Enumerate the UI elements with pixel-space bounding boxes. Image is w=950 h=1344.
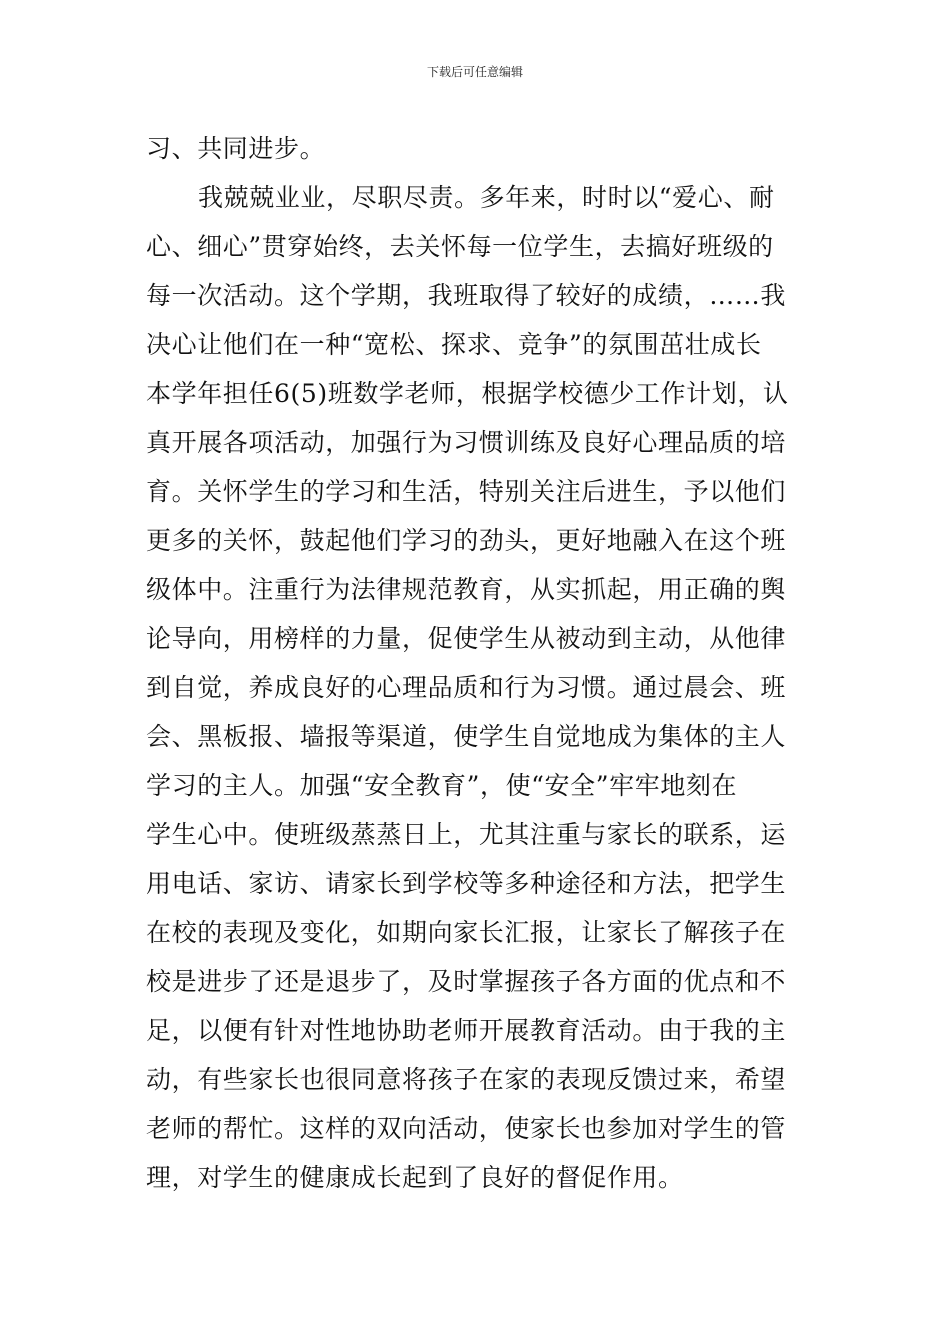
text-line: 学习的主人。加强“安全教育”，使“安全”牢牢地刻在 (146, 771, 738, 800)
text-line: 每一次活动。这个学期，我班取得了较好的成绩，……我 (146, 281, 787, 310)
text-line: 老师的帮忙。这样的双向活动，使家长也参加对学生的管 (146, 1114, 787, 1143)
text-line: 论导向，用榜样的力量，促使学生从被动到主动，从他律 (146, 624, 787, 653)
text-line: 理，对学生的健康成长起到了良好的督促作用。 (146, 1163, 684, 1192)
text-line: 到自觉，养成良好的心理品质和行为习惯。通过晨会、班 (146, 673, 787, 702)
text-line: 习、共同进步。 (146, 134, 326, 163)
text-line: 校是进步了还是退步了，及时掌握孩子各方面的优点和不 (146, 967, 787, 996)
text-line: 在校的表现及变化，如期向家长汇报，让家长了解孩子在 (146, 918, 787, 947)
text-line: 育。关怀学生的学习和生活，特别关注后进生，予以他们 (146, 477, 787, 506)
text-line: 更多的关怀，鼓起他们学习的劲头，更好地融入在这个班 (146, 526, 787, 555)
text-line: 真开展各项活动，加强行为习惯训练及良好心理品质的培 (146, 428, 787, 457)
text-line: 决心让他们在一种“宽松、探求、竞争”的氛围茁壮成长 (146, 330, 762, 359)
text-line: 学生心中。使班级蒸蒸日上，尤其注重与家长的联系，运 (146, 820, 787, 849)
text-line: 心、细心”贯穿始终，去关怀每一位学生，去搞好班级的 (146, 232, 774, 261)
page-header: 下载后可任意编辑 (426, 65, 523, 79)
text-line: 足，以便有针对性地协助老师开展教育活动。由于我的主 (146, 1016, 787, 1045)
text-line: 会、黑板报、墙报等渠道，使学生自觉地成为集体的主人 (146, 722, 787, 751)
text-line: 本学年担任6(5)班数学老师，根据学校德少工作计划，认 (146, 379, 789, 408)
document-body (146, 124, 806, 1202)
text-line: 动，有些家长也很同意将孩子在家的表现反馈过来，希望 (146, 1065, 787, 1094)
text-line: 级体中。注重行为法律规范教育，从实抓起，用正确的舆 (146, 575, 787, 604)
paragraph-start-line: 我兢兢业业，尽职尽责。多年来，时时以“爱心、耐 (198, 183, 775, 212)
text-line: 用电话、家访、请家长到学校等多种途径和方法，把学生 (146, 869, 787, 898)
